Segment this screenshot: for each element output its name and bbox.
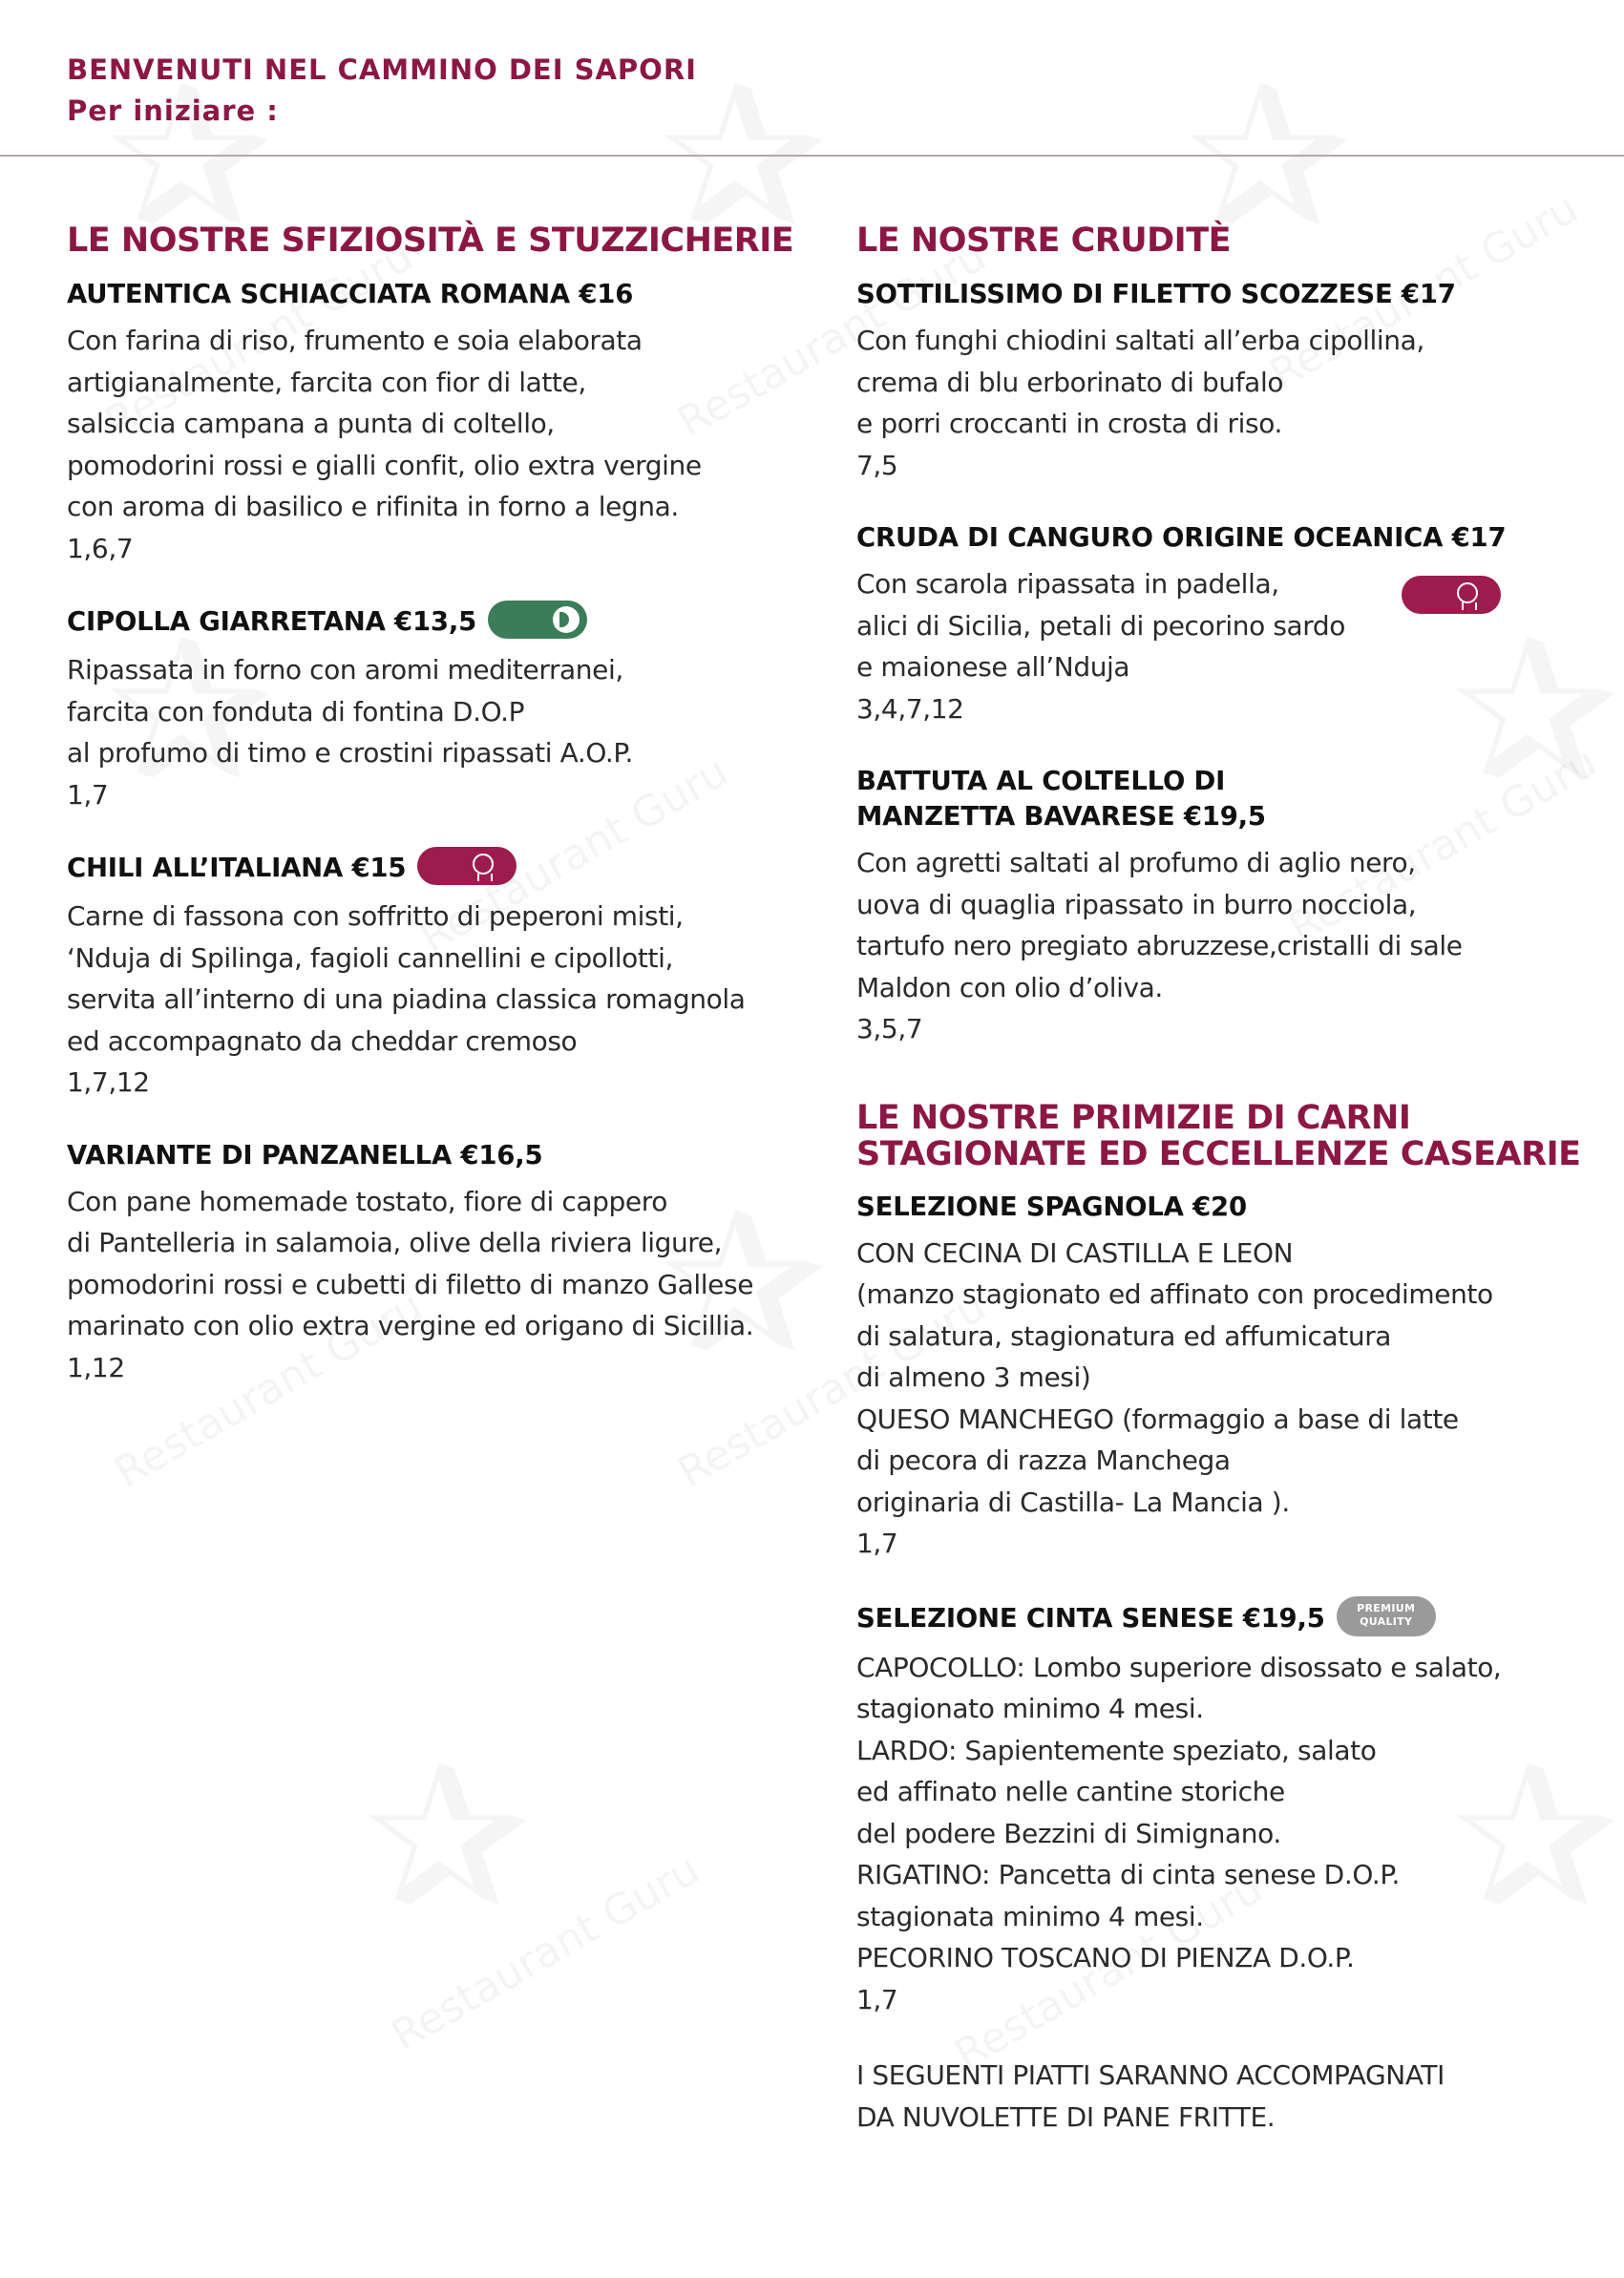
dish-description-line: ed affinato nelle cantine storiche bbox=[856, 1776, 1285, 1807]
dish-description-line: e porri croccanti in crosta di riso. bbox=[856, 408, 1282, 439]
dish-description-line: con aroma di basilico e rifinita in forno a legna. bbox=[67, 491, 679, 522]
dish-description-line: pomodorini rossi e gialli confit, olio extra vergine bbox=[67, 449, 702, 481]
dish-allergens: 1,6,7 bbox=[67, 532, 134, 564]
dish-title-row bbox=[67, 850, 831, 888]
section-title-line: STAGIONATE ED ECCELLENZE CASEARIE bbox=[856, 1134, 1581, 1173]
menu-item bbox=[856, 520, 1592, 729]
menu-item bbox=[856, 1599, 1592, 2021]
dish-description-line: e maionese all’Nduja bbox=[856, 651, 1130, 683]
dish-title: SOTTILISSIMO DI FILETTO SCOZZESE €17 bbox=[856, 279, 1456, 309]
dish-title: CRUDA DI CANGURO ORIGINE OCEANICA €17 bbox=[856, 522, 1507, 553]
dish-description-line: uova di quaglia ripassato in burro nocciola, bbox=[856, 888, 1417, 920]
dish-description-line: originaria di Castilla- La Mancia ). bbox=[856, 1486, 1290, 1518]
dish-description-line: stagionata minimo 4 mesi. bbox=[856, 1900, 1204, 1932]
dish-description-line: del podere Bezzini di Simignano. bbox=[856, 1817, 1281, 1849]
dish-description-line: di salatura, stagionatura ed affumicatura bbox=[856, 1319, 1392, 1352]
dish-description-line: ed accompagnato da cheddar cremoso bbox=[67, 1024, 578, 1057]
menu-item bbox=[67, 1138, 831, 1389]
dish-description-line: CON CECINA DI CASTILLA E LEON bbox=[856, 1236, 1294, 1269]
dish-description-line: Ripassata in forno con aromi mediterranei, bbox=[67, 654, 623, 686]
dish-description-line: di almeno 3 mesi) bbox=[856, 1361, 1091, 1393]
page-subtitle: Per iniziare : bbox=[67, 95, 279, 127]
dish-allergens: 3,5,7 bbox=[856, 1013, 923, 1044]
dish-description-line: salsiccia campana a punta di coltello, bbox=[67, 408, 555, 439]
dish-description-line: Con funghi chiodini saltati all’erba cipollina, bbox=[856, 325, 1424, 356]
dish-title-line: BATTUTA AL COLTELLO DI bbox=[856, 766, 1226, 796]
dish-allergens: 1,7 bbox=[856, 1983, 898, 2015]
dish-description-line: di pecora di razza Manchega bbox=[856, 1445, 1231, 1476]
dish-title-line: MANZETTA BAVARESE €19,5 bbox=[856, 801, 1266, 832]
section-title-sfiziosita: LE NOSTRE SFIZIOSITÀ E STUZZICHERIE bbox=[67, 221, 794, 260]
section-title-primizie bbox=[856, 1100, 1592, 1172]
dish-description-line: QUESO MANCHEGO (formaggio a base di latte bbox=[856, 1403, 1459, 1435]
dish-description-line: Con scarola ripassata in padella, bbox=[856, 568, 1279, 600]
watermark-logo-icon bbox=[363, 1738, 531, 1938]
dish-description-line: artigianalmente, farcita con fior di latte, bbox=[67, 366, 586, 398]
section-title-line: LE NOSTRE PRIMIZIE DI CARNI bbox=[856, 1098, 1411, 1137]
dish-description-line: Con pane homemade tostato, fiore di cappero bbox=[67, 1185, 667, 1217]
premium-quality-badge bbox=[1337, 1596, 1436, 1636]
dish-title-row bbox=[856, 1599, 1592, 1639]
dish-description-line: tartufo nero pregiato abruzzese,cristalli di sale bbox=[856, 930, 1463, 961]
dish-description-line: (manzo stagionato ed affinato con procedimento bbox=[856, 1278, 1493, 1310]
dish-title: SELEZIONE SPAGNOLA €20 bbox=[856, 1191, 1247, 1222]
dish-title: VARIANTE DI PANZANELLA €16,5 bbox=[67, 1139, 543, 1171]
dish-description-line: pomodorini rossi e cubetti di filetto di manzo Gallese bbox=[67, 1268, 754, 1300]
menu-item bbox=[67, 277, 831, 569]
header-divider bbox=[0, 155, 1624, 157]
dish-description-line: servita all’interno di una piadina classica romagnola bbox=[67, 983, 746, 1015]
dish-allergens: 1,7 bbox=[856, 1528, 898, 1559]
dish-description-line: PECORINO TOSCANO DI PIENZA D.O.P. bbox=[856, 1942, 1355, 1973]
vegetarian-icon bbox=[488, 601, 587, 639]
page-title: BENVENUTI NEL CAMMINO DEI SAPORI bbox=[67, 53, 697, 86]
dish-description-line: stagionato minimo 4 mesi. bbox=[856, 1693, 1204, 1724]
dish-allergens: 7,5 bbox=[856, 449, 898, 481]
dish-title-row bbox=[67, 603, 831, 642]
note-line: I SEGUENTI PIATTI SARANNO ACCOMPAGNATI bbox=[856, 2059, 1445, 2091]
badge-text: PREMIUM bbox=[1357, 1601, 1416, 1614]
dish-description-line: marinato con olio extra vergine ed origano di Sicillia. bbox=[67, 1310, 754, 1341]
note-line: DA NUVOLETTE DI PANE FRITTE. bbox=[856, 2100, 1276, 2133]
right-column bbox=[856, 221, 1592, 2180]
dish-description-line: RIGATINO: Pancetta di cinta senese D.O.P. bbox=[856, 1859, 1400, 1890]
dish-description-line: Con farina di riso, frumento e soia elaborata bbox=[67, 325, 643, 356]
menu-item bbox=[856, 1190, 1592, 1565]
menu-item bbox=[67, 603, 831, 815]
note bbox=[856, 2055, 1592, 2138]
dish-allergens: 1,12 bbox=[67, 1351, 125, 1383]
dish-allergens: 1,7 bbox=[67, 778, 109, 811]
badge-text: QUALITY bbox=[1360, 1614, 1413, 1628]
chef-special-icon bbox=[417, 847, 517, 885]
dish-description-line: alici di Sicilia, petali di pecorino sardo bbox=[856, 609, 1346, 642]
dish-description-line: Carne di fassona con soffritto di peperoni misti, bbox=[67, 900, 684, 932]
left-column bbox=[67, 221, 831, 1430]
dish-description-line: crema di blu erborinato di bufalo bbox=[856, 366, 1284, 398]
chef-special-icon bbox=[1402, 576, 1501, 614]
dish-title: AUTENTICA SCHIACCIATA ROMANA €16 bbox=[67, 279, 634, 309]
dish-description-line: farcita con fonduta di fontina D.O.P bbox=[67, 695, 525, 728]
menu-item bbox=[856, 277, 1592, 486]
page-header bbox=[67, 50, 697, 132]
dish-description-line: CAPOCOLLO: Lombo superiore disossato e salato, bbox=[856, 1651, 1502, 1683]
menu-item bbox=[67, 850, 831, 1104]
dish-title: CIPOLLA GIARRETANA €13,5 bbox=[67, 606, 477, 637]
dish-allergens: 3,4,7,12 bbox=[856, 692, 964, 725]
dish-description-line: ‘Nduja di Spilinga, fagioli cannellini e cipollotti, bbox=[67, 941, 673, 974]
dish-title: CHILI ALL’ITALIANA €15 bbox=[67, 853, 407, 883]
section-title-crudite: LE NOSTRE CRUDITÈ bbox=[856, 221, 1231, 260]
dish-description-line: Con agretti saltati al profumo di aglio nero, bbox=[856, 847, 1416, 878]
dish-description-line: Maldon con olio d’oliva. bbox=[856, 971, 1163, 1003]
dish-description-line: di Pantelleria in salamoia, olive della riviera ligure, bbox=[67, 1227, 723, 1258]
dish-description-line: al profumo di timo e crostini ripassati A.O.P. bbox=[67, 737, 633, 769]
dish-allergens: 1,7,12 bbox=[67, 1066, 150, 1098]
dish-description-line: LARDO: Sapientemente speziato, salato bbox=[856, 1734, 1377, 1766]
dish-title: SELEZIONE CINTA SENESE €19,5 bbox=[856, 1602, 1325, 1634]
dish-title bbox=[856, 764, 1592, 834]
menu-item bbox=[856, 764, 1592, 1050]
